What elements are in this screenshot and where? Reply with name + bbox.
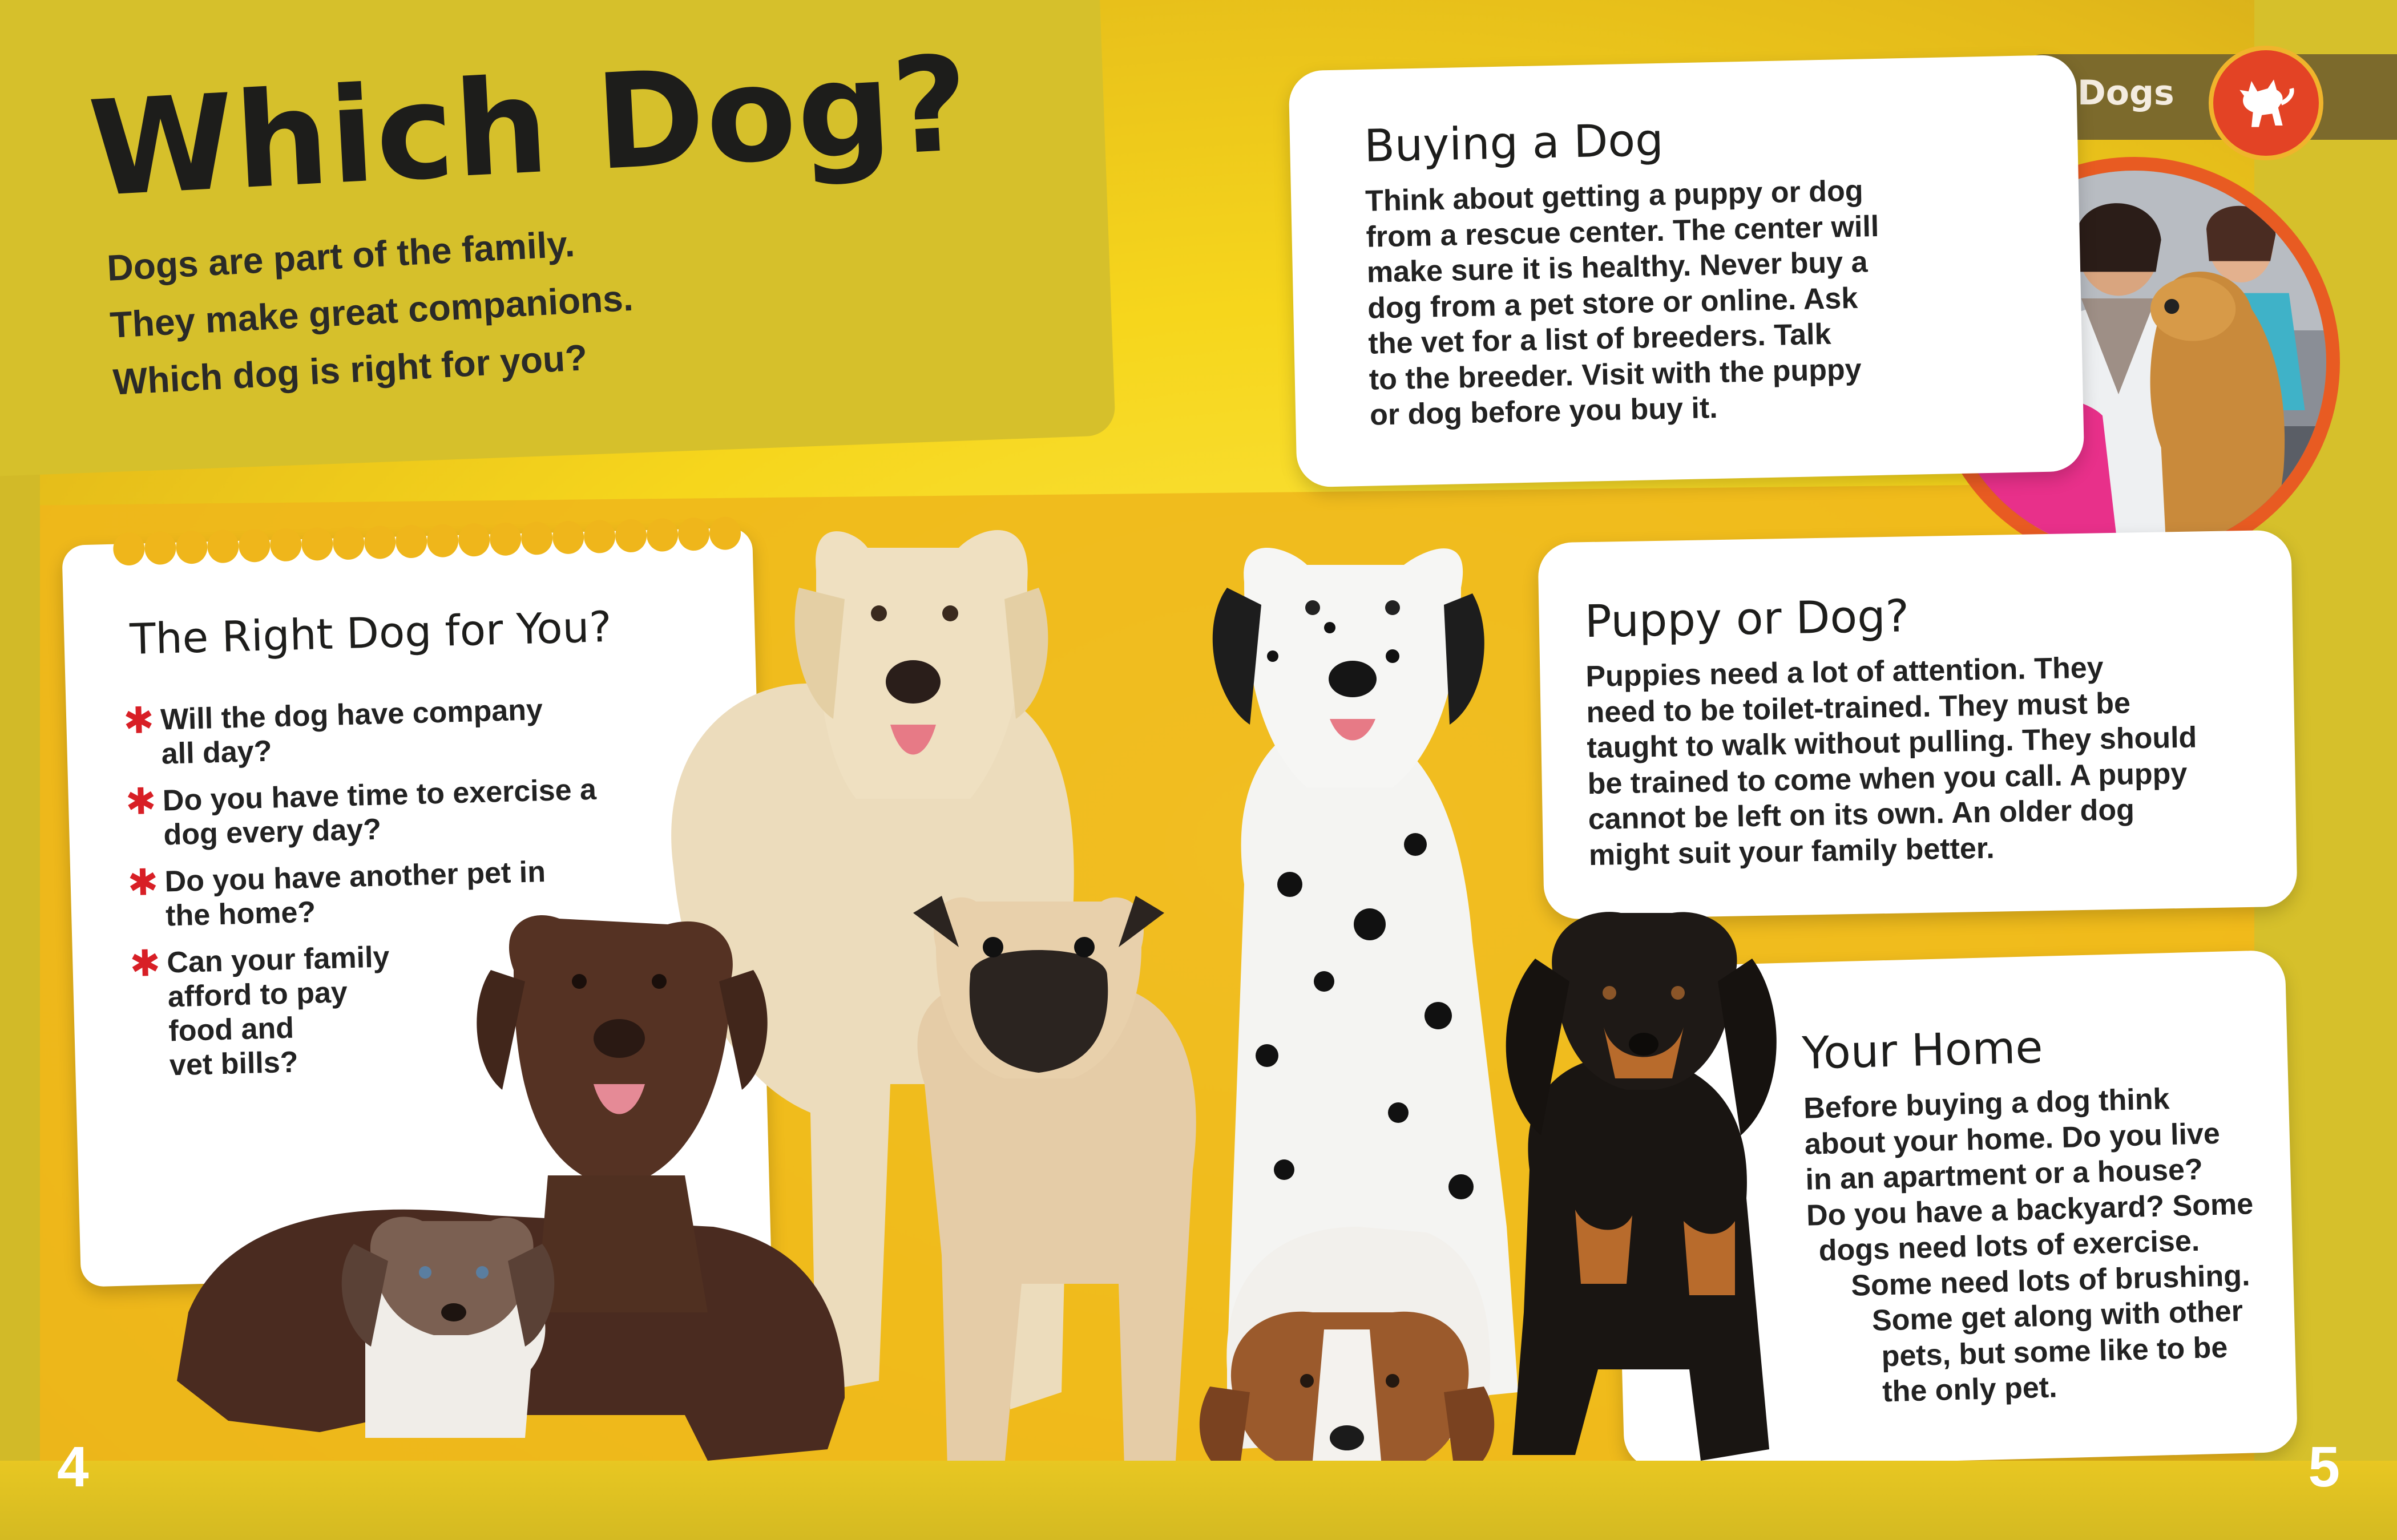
body-line: or dog before you buy it.: [1369, 391, 1718, 432]
asterisk-bullet-icon: ✱: [123, 699, 155, 743]
body-line: pets, but some like to be: [1881, 1331, 2229, 1373]
intro-line: Dogs are part of the family.: [106, 223, 576, 289]
item-line: Do you have another pet in: [164, 855, 546, 899]
intro-line: Which dog is right for you?: [112, 337, 588, 403]
body-line: Some get along with other: [1871, 1294, 2243, 1337]
asterisk-bullet-icon: ✱: [127, 861, 159, 905]
dachshund-puppy: [342, 1217, 555, 1438]
checklist-heading: The Right Dog for You?: [129, 602, 612, 664]
page-number-right: 5: [2308, 1435, 2340, 1499]
item-line: vet bills?: [169, 1045, 299, 1082]
corner-accent: [0, 0, 131, 131]
body-line: taught to walk without pulling. They should: [1587, 721, 2197, 765]
body-line: need to be toilet-trained. They must be: [1586, 686, 2131, 729]
buying-heading: Buying a Dog: [1363, 114, 1664, 172]
intro-line: They make great companions.: [108, 277, 635, 346]
item-line: Do you have time to exercise a: [162, 773, 597, 818]
body-line: Do you have a backyard? Some: [1806, 1187, 2254, 1232]
item-line: food and: [168, 1011, 294, 1048]
body-line: Think about getting a puppy or dog: [1365, 174, 1864, 218]
puppy-heading: Puppy or Dog?: [1584, 591, 1910, 648]
item-line: Will the dog have company: [160, 693, 543, 737]
home-heading: Your Home: [1801, 1021, 2044, 1080]
body-line: to the breeder. Visit with the puppy: [1369, 353, 1862, 397]
body-line: might suit your family better.: [1588, 831, 1995, 872]
item-line: the home?: [165, 895, 316, 933]
item-line: afford to pay: [167, 976, 348, 1014]
item-line: dog every day?: [163, 813, 382, 852]
body-line: the vet for a list of breeders. Talk: [1367, 317, 1832, 361]
body-line: dog from a pet store or online. Ask: [1367, 281, 1858, 325]
body-line: Puppies need a lot of attention. They: [1585, 651, 2104, 694]
page-number-left: 4: [57, 1435, 89, 1499]
cocker-spaniel: [1506, 912, 1777, 1461]
asterisk-bullet-icon: ✱: [129, 942, 162, 986]
page-title: Which Dog?: [86, 28, 974, 227]
item-line: all day?: [161, 734, 273, 771]
item-line: Can your family: [166, 940, 390, 980]
body-line: Some need lots of brushing.: [1850, 1259, 2251, 1303]
bottom-band: [0, 1461, 2397, 1540]
section-tab-label: Dogs: [2077, 73, 2174, 113]
body-line: cannot be left on its own. An older dog: [1588, 793, 2135, 836]
body-line: dogs need lots of exercise.: [1818, 1224, 2200, 1268]
body-line: in an apartment or a house?: [1805, 1153, 2204, 1197]
body-line: about your home. Do you live: [1804, 1117, 2221, 1161]
body-line: make sure it is healthy. Never buy a: [1366, 245, 1869, 289]
body-line: from a rescue center. The center will: [1366, 209, 1879, 254]
body-line: Before buying a dog think: [1803, 1082, 2170, 1125]
asterisk-bullet-icon: ✱: [125, 780, 157, 824]
body-line: the only pet.: [1882, 1371, 2058, 1409]
body-line: be trained to come when you call. A puppy: [1587, 757, 2188, 801]
